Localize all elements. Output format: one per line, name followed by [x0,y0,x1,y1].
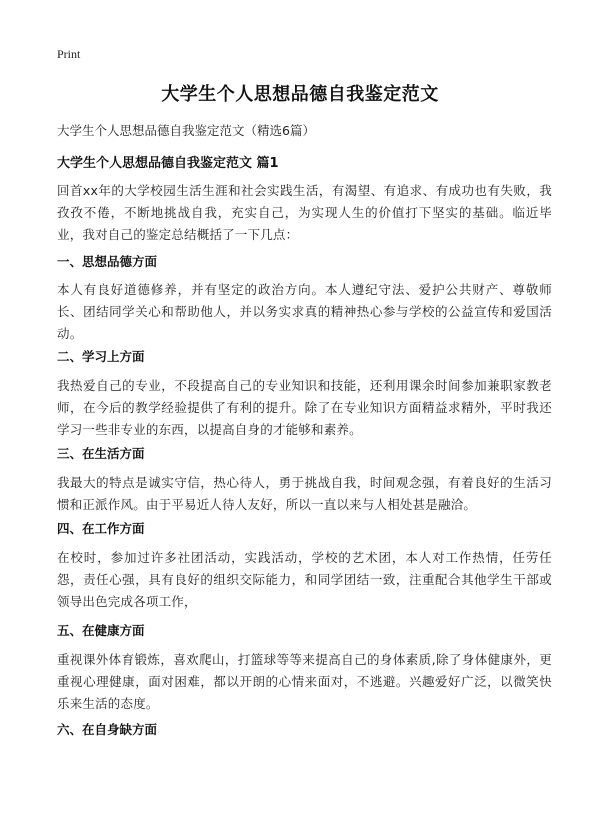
section-body-life: 我最大的特点是诚实守信，热心待人，勇于挑战自我，时间观念强，有着良好的生活习惯和正派作风。由于平易近人待人友好，所以一直以来与人相处甚是融洽。 [57,475,552,512]
section-heading-study: 二、学习上方面 [57,349,145,364]
section-body-morality: 本人有良好道德修养，并有坚定的政治方向。本人遵纪守法、爱护公共财产、尊敬师长、团结同学关心和帮助他人，并以务实求真的精神热心参与学校的公益宣传和爱国活动。 [57,282,552,341]
section-body-health: 重视课外体育锻炼，喜欢爬山，打篮球等等来提高自己的身体素质,除了身体健康外，更重视心理健康，面对困难，都以开朗的心情来面对，不逃避。兴趣爱好广泛，以微笑快乐来生活的态度。 [57,652,552,711]
section-body-study: 我热爱自己的专业，不段提高自己的专业知识和技能，还利用课余时间参加兼职家教老师，在今后的教学经验提供了有利的提升。除了在专业知识方面精益求精外，平时我还学习一些非专业的东西，以提高自身的才能够和素养。 [57,378,552,437]
section-heading-morality: 一、思想品德方面 [57,254,158,269]
section-heading-health: 五、在健康方面 [57,623,145,638]
section-heading-work: 四、在工作方面 [57,521,145,536]
section-body-work: 在校时，参加过许多社团活动，实践活动，学校的艺术团，本人对工作热情，任劳任怨，责任心强，具有良好的组织交际能力，和同学团结一致，注重配合其他学生干部或领导出色完成各项工作， [57,550,552,609]
article-heading: 大学生个人思想品德自我鉴定范文 篇1 [57,156,279,171]
page-title: 大学生个人思想品德自我鉴定范文 [161,84,439,105]
document-subtitle: 大学生个人思想品德自我鉴定范文（精选6篇） [57,123,315,138]
intro-paragraph: 回首xx年的大学校园生活生涯和社会实践生活，有渴望、有追求、有成功也有失败，我孜孜不倦，不断地挑战自我，充实自己，为实现人生的价值打下坚实的基础。临近毕业，我对自己的鉴定总结概括了一下几点： [57,183,552,242]
print-link[interactable]: Print [57,47,81,61]
section-heading-life: 三、在生活方面 [57,446,145,461]
section-heading-shortcomings: 六、在自身缺方面 [57,722,158,737]
